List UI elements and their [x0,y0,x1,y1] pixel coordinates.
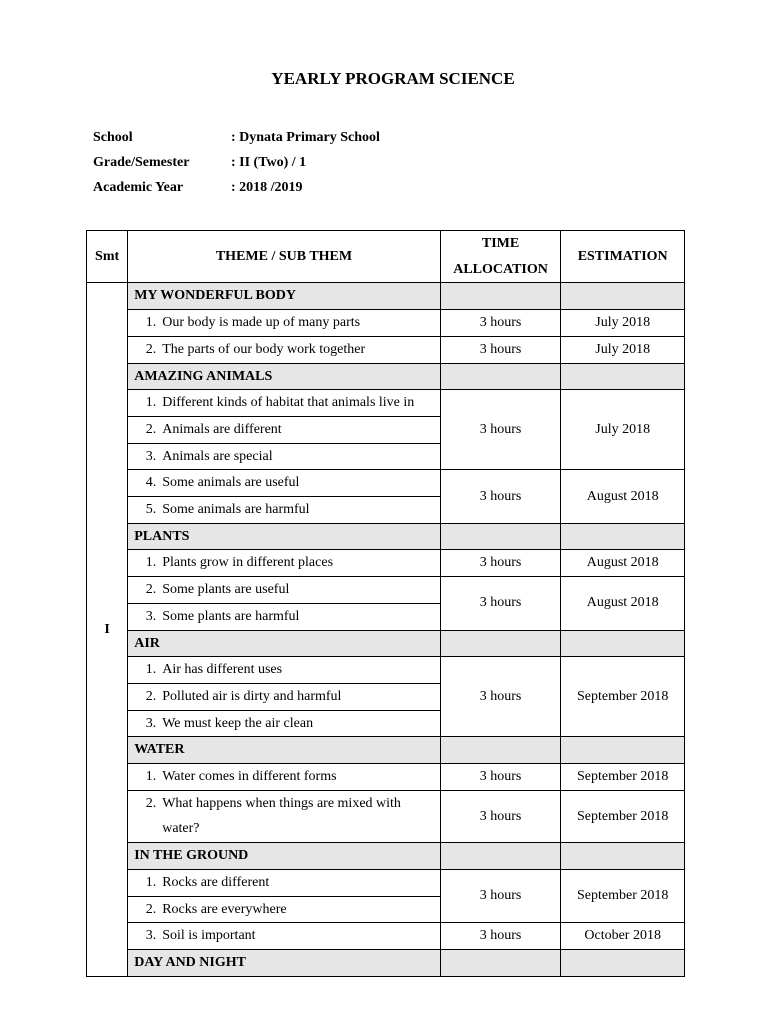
time-allocation-cell: 3 hours [440,923,561,950]
theme-shade-cell [561,283,685,310]
item-number: 3. [145,608,157,624]
table-row [87,869,685,896]
theme-row [87,630,685,657]
time-allocation-cell: 3 hours [440,577,561,630]
item-number: 1. [145,769,157,785]
estimation-cell: July 2018 [561,336,685,363]
subtheme-cell [128,390,441,417]
info-value: : Dynata Primary School [231,130,380,145]
estimation-cell: September 2018 [561,790,685,842]
item-number: 3. [145,448,157,464]
theme-row [87,843,685,870]
estimation-cell: August 2018 [561,577,685,630]
theme-title: DAY AND NIGHT [128,949,441,976]
item-number: 1. [145,662,157,678]
item-text: Rocks are different [162,874,270,890]
subtheme-cell [128,497,441,524]
item-text: Our body is made up of many parts [162,315,361,331]
item-text: We must keep the air clean [162,715,314,731]
time-allocation-cell: 3 hours [440,790,561,842]
info-value: : 2018 /2019 [231,180,303,195]
item-text: The parts of our body work together [162,341,366,357]
page-title: YEARLY PROGRAM SCIENCE [271,69,515,88]
semester-cell: I [87,283,128,976]
subtheme-cell [128,603,441,630]
subtheme-cell [128,869,441,896]
table-row [87,390,685,417]
info-row-year [93,177,380,202]
estimation-cell: October 2018 [561,923,685,950]
info-row-school [93,127,380,152]
theme-shade-cell [440,283,561,310]
theme-shade-cell [440,737,561,764]
theme-shade-cell [440,843,561,870]
item-number: 1. [145,315,157,331]
item-number: 3. [145,928,157,944]
item-number: 2. [145,341,157,357]
theme-shade-cell [440,630,561,657]
theme-shade-cell [561,363,685,390]
item-text: Air has different uses [162,662,283,678]
theme-row [87,737,685,764]
item-text: Plants grow in different places [162,555,334,571]
table-row [87,470,685,497]
header-smt: Smt [87,231,128,283]
subtheme-cell [128,790,441,842]
item-text: Rocks are everywhere [162,901,287,917]
item-text: Animals are different [162,421,282,437]
table-row [87,577,685,604]
item-text: Some animals are useful [162,475,300,491]
time-allocation-cell: 3 hours [440,390,561,470]
info-label: Academic Year [93,180,184,195]
time-allocation-cell: 3 hours [440,764,561,791]
time-allocation-cell: 3 hours [440,550,561,577]
subtheme-cell [128,923,441,950]
theme-title: AIR [128,630,441,657]
theme-shade-cell [561,737,685,764]
item-text: Some plants are harmful [162,608,300,624]
theme-shade-cell [440,523,561,550]
table-row [87,657,685,684]
theme-row [87,283,685,310]
item-text: Some animals are harmful [162,502,310,518]
subtheme-cell [128,577,441,604]
table-row [87,336,685,363]
subtheme-cell [128,896,441,923]
table-row [87,764,685,791]
estimation-cell: July 2018 [561,390,685,470]
time-allocation-cell: 3 hours [440,869,561,922]
subtheme-cell [128,310,441,337]
table-row [87,310,685,337]
subtheme-cell [128,550,441,577]
item-number: 5. [145,502,157,518]
item-number: 1. [145,395,157,411]
subtheme-cell [128,764,441,791]
info-label: School [93,130,133,145]
subtheme-cell [128,683,441,710]
info-label: Grade/Semester [93,155,190,170]
theme-title: WATER [128,737,441,764]
estimation-cell: August 2018 [561,470,685,523]
program-table [86,230,685,977]
theme-title: MY WONDERFUL BODY [128,283,441,310]
header-estimation: ESTIMATION [561,231,685,283]
item-text: Water comes in different forms [162,769,337,785]
table-header-row [87,231,685,283]
item-number: 2. [145,582,157,598]
table-row [87,790,685,842]
item-text: Soil is important [162,928,256,944]
theme-title: IN THE GROUND [128,843,441,870]
estimation-cell: July 2018 [561,310,685,337]
item-text: Some plants are useful [162,582,290,598]
item-text: Polluted air is dirty and harmful [162,688,342,704]
info-row-grade [93,152,380,177]
theme-shade-cell [561,630,685,657]
theme-shade-cell [561,843,685,870]
estimation-cell: September 2018 [561,764,685,791]
estimation-cell: September 2018 [561,869,685,922]
time-allocation-cell: 3 hours [440,310,561,337]
item-text: Animals are special [162,448,273,464]
item-number: 1. [145,874,157,890]
item-number: 3. [145,715,157,731]
theme-shade-cell [440,363,561,390]
estimation-cell: September 2018 [561,657,685,737]
theme-shade-cell [561,523,685,550]
estimation-cell: August 2018 [561,550,685,577]
subtheme-cell [128,657,441,684]
theme-title: PLANTS [128,523,441,550]
theme-shade-cell [561,949,685,976]
item-text: What happens when things are mixed with water? [162,795,401,837]
theme-title: AMAZING ANIMALS [128,363,441,390]
theme-row [87,949,685,976]
header-theme: THEME / SUB THEM [128,231,441,283]
item-number: 1. [145,555,157,571]
item-number: 4. [145,475,157,491]
item-number: 2. [145,421,157,437]
subtheme-cell [128,416,441,443]
time-allocation-cell: 3 hours [440,657,561,737]
subtheme-cell [128,470,441,497]
item-number: 2. [145,795,157,811]
table-row [87,923,685,950]
header-time: TIME ALLOCATION [440,231,561,283]
info-value: : II (Two) / 1 [231,155,307,170]
table-body [87,283,685,976]
theme-row [87,363,685,390]
subtheme-cell [128,336,441,363]
subtheme-cell [128,710,441,737]
item-number: 2. [145,688,157,704]
school-info [93,127,380,202]
theme-shade-cell [440,949,561,976]
time-allocation-cell: 3 hours [440,336,561,363]
item-text: Different kinds of habitat that animals live in [162,395,415,411]
item-number: 2. [145,901,157,917]
table-row [87,550,685,577]
subtheme-cell [128,443,441,470]
time-allocation-cell: 3 hours [440,470,561,523]
theme-row [87,523,685,550]
